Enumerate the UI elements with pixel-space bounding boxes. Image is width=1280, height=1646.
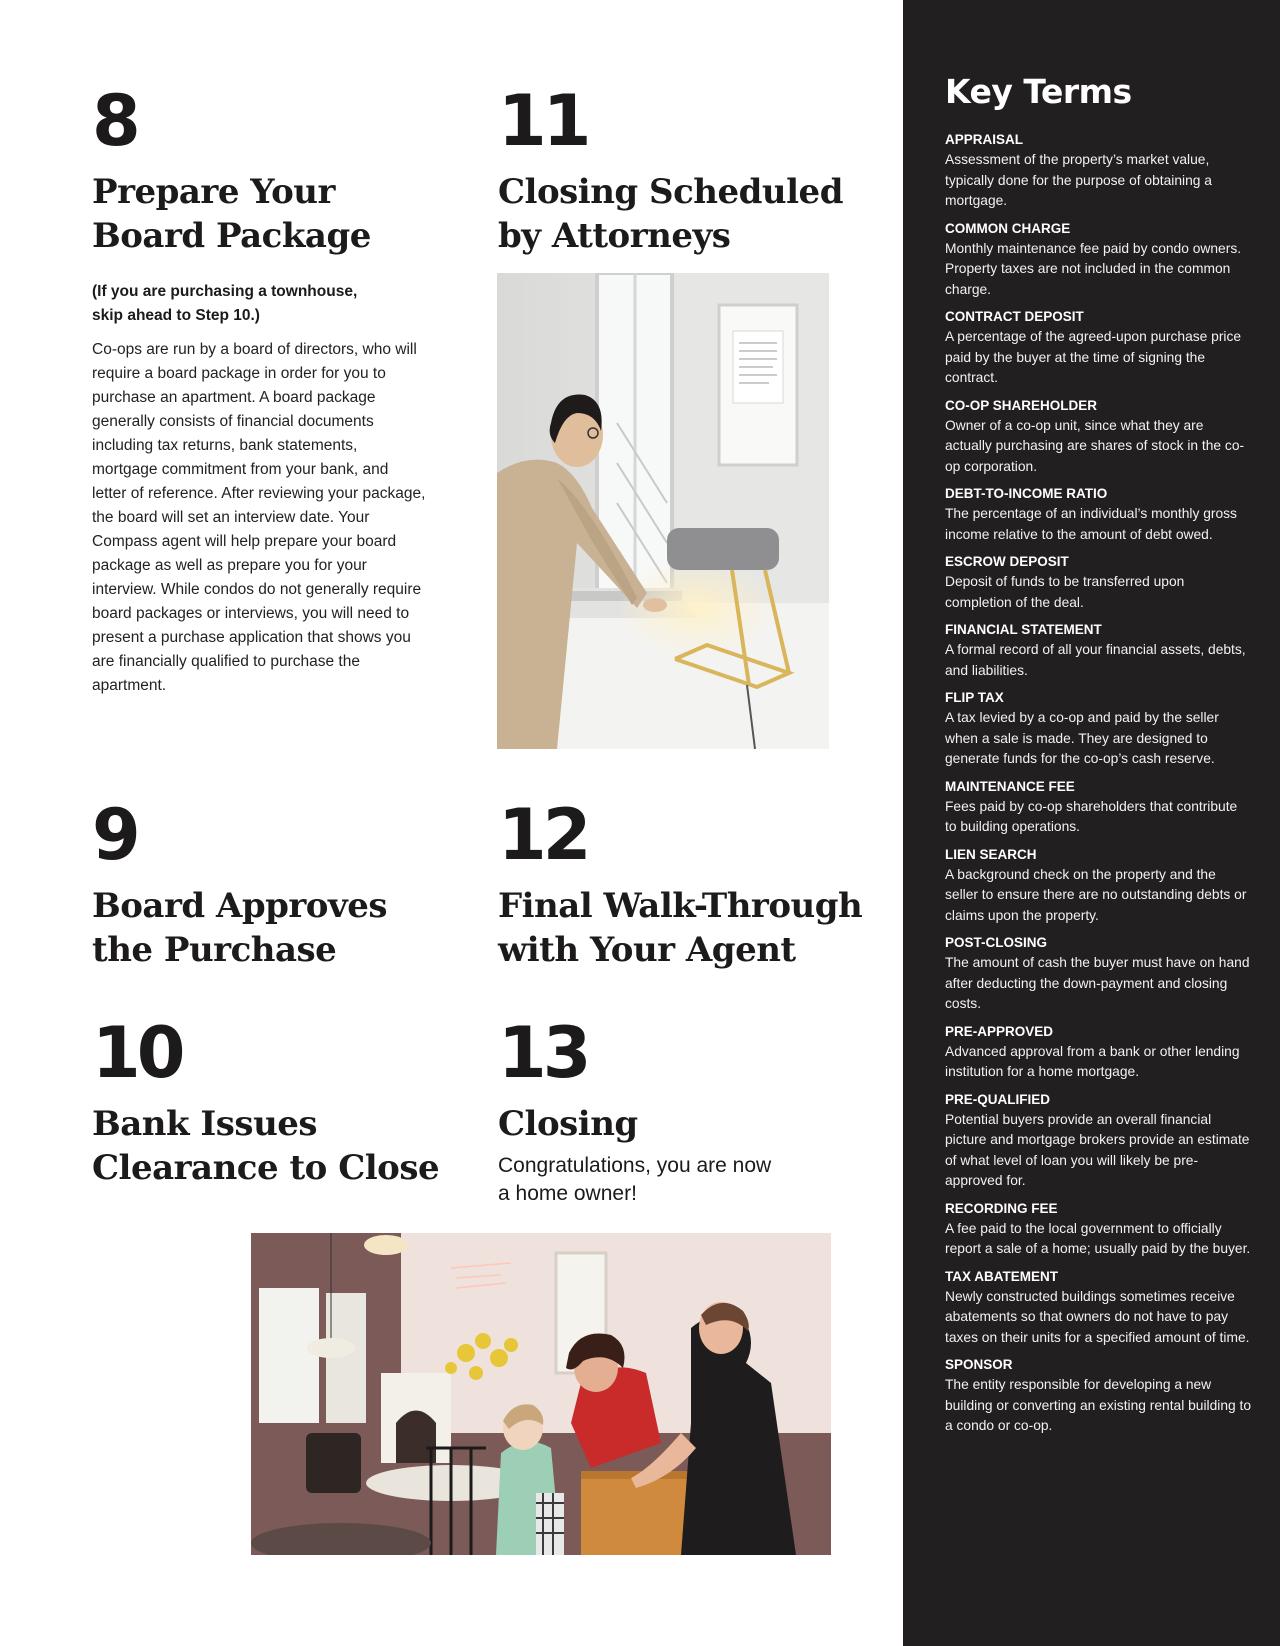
key-term-name: POST-CLOSING: [945, 935, 1048, 950]
key-term: [945, 933, 1252, 1015]
key-term: [945, 1267, 1252, 1349]
key-term: [945, 1022, 1252, 1083]
step-number: 8: [92, 80, 137, 162]
step-title: Prepare Your Board Package: [92, 172, 371, 256]
key-term: [945, 777, 1252, 838]
key-term-definition: The amount of cash the buyer must have on hand after deducting the down-payment and closing costs.: [945, 955, 1250, 1011]
key-terms-title: Key Terms: [945, 72, 1132, 111]
key-term-name: FLIP TAX: [945, 690, 1004, 705]
step-title: Closing: [498, 1104, 638, 1144]
step-10: [92, 1012, 492, 1190]
key-term: [945, 1355, 1252, 1437]
key-term-name: FINANCIAL STATEMENT: [945, 622, 1102, 637]
step-number: 13: [498, 1012, 588, 1094]
step-number: 12: [498, 794, 588, 876]
step-body: Co-ops are run by a board of directors, who will require a board package in order for you to purchase an apartment. A board package generally consists of financial documents including tax returns, bank statements, mortgage commitment from your bank, and letter of reference. After reviewing your package, the board will set an interview date. Your Compass agent will help prepare your board package as well as prepare you for your interview. While condos do not generally require board packages or interviews, you will need to present a purchase application that shows you are financially qualified to purchase the apartment.: [92, 341, 426, 694]
key-term-name: SPONSOR: [945, 1357, 1013, 1372]
key-term-definition: Advanced approval from a bank or other lending institution for a home mortgage.: [945, 1043, 1240, 1079]
step-title: Bank Issues Clearance to Close: [92, 1104, 440, 1188]
key-term: [945, 1090, 1252, 1192]
step-number: 9: [92, 794, 137, 876]
key-term: [945, 1199, 1252, 1260]
key-term-name: RECORDING FEE: [945, 1200, 1058, 1216]
step-subtitle: Congratulations, you are now a home owner!: [498, 1154, 772, 1205]
key-term-name: COMMON CHARGE: [945, 220, 1071, 236]
key-terms-sidebar: [903, 0, 1280, 1646]
step-12: [498, 794, 898, 972]
key-term-definition: The percentage of an individual’s monthly gross income relative to the amount of debt owed.: [945, 506, 1237, 542]
key-term-name: APPRAISAL: [945, 132, 1024, 147]
key-term-name: CONTRACT DEPOSIT: [945, 309, 1084, 324]
key-term-definition: The entity responsible for developing a new building or converting an existing rental building to a condo or co-op.: [945, 1377, 1252, 1433]
key-term-definition: Fees paid by co-op shareholders that contribute to building operations.: [945, 798, 1238, 834]
family-kitchen-photo: [251, 1233, 831, 1555]
key-term: [945, 219, 1252, 301]
key-term-definition: Owner of a co-op unit, since what they are actually purchasing are shares of stock in the co-op corporation.: [945, 417, 1245, 474]
key-term: [945, 130, 1252, 212]
key-term-definition: Assessment of the property’s market value, typically done for the purpose of obtaining a mortgage.: [945, 152, 1212, 208]
key-term: [945, 307, 1252, 389]
step-number: 11: [498, 80, 588, 162]
step-11: [498, 80, 878, 258]
step-title: Final Walk-Through with Your Agent: [498, 886, 863, 970]
step-note: (If you are purchasing a townhouse, skip ahead to Step 10.): [92, 283, 358, 324]
key-term-name: PRE-QUALIFIED: [945, 1091, 1051, 1107]
step-9: [92, 794, 472, 972]
key-term: [945, 620, 1252, 681]
step-13: [498, 1012, 898, 1208]
key-term-name: LIEN SEARCH: [945, 846, 1037, 862]
key-term: [945, 396, 1252, 478]
step-title: Board Approves the Purchase: [92, 886, 388, 970]
key-term-definition: Deposit of funds to be transferred upon completion of the deal.: [945, 574, 1185, 610]
key-term: [945, 845, 1252, 927]
key-term-name: MAINTENANCE FEE: [945, 778, 1075, 794]
key-term-definition: A background check on the property and the seller to ensure there are no outstanding debts or claims upon the property.: [945, 866, 1247, 923]
key-term-definition: A fee paid to the local government to officially report a sale of a home; usually paid by the buyer.: [945, 1220, 1251, 1256]
family-kitchen-illustration: [251, 1233, 831, 1555]
woman-at-window-illustration: [497, 273, 829, 749]
key-term: [945, 688, 1252, 770]
key-term-definition: A formal record of all your financial assets, debts, and liabilities.: [945, 642, 1246, 678]
step-8: [92, 80, 437, 698]
key-term-name: PRE-APPROVED: [945, 1023, 1054, 1039]
key-term-name: CO-OP SHAREHOLDER: [945, 397, 1098, 413]
key-term-definition: Monthly maintenance fee paid by condo owners. Property taxes are not included in the common charge.: [945, 240, 1242, 297]
key-term-name: DEBT-TO-INCOME RATIO: [945, 486, 1108, 501]
key-term: [945, 484, 1252, 545]
key-term-definition: Potential buyers provide an overall financial picture and mortgage brokers provide an estimate of what level of loan you will likely be pre-approved for.: [945, 1111, 1250, 1188]
key-terms-list: [945, 130, 1252, 1437]
step-number: 10: [92, 1012, 182, 1094]
key-term-name: TAX ABATEMENT: [945, 1268, 1058, 1284]
key-term: [945, 552, 1252, 613]
key-term-definition: A percentage of the agreed-upon purchase price paid by the buyer at the time of signing the contract.: [945, 329, 1242, 385]
woman-at-window-photo: [497, 273, 829, 749]
step-title: Closing Scheduled by Attorneys: [498, 172, 843, 256]
key-term-name: ESCROW DEPOSIT: [945, 554, 1069, 569]
key-term-definition: Newly constructed buildings sometimes receive abatements so that owners do not have to pay taxes on their units for a specified amount of time.: [945, 1288, 1250, 1345]
key-term-definition: A tax levied by a co-op and paid by the seller when a sale is made. They are designed to generate funds for the co-op’s cash reserve.: [945, 710, 1219, 766]
